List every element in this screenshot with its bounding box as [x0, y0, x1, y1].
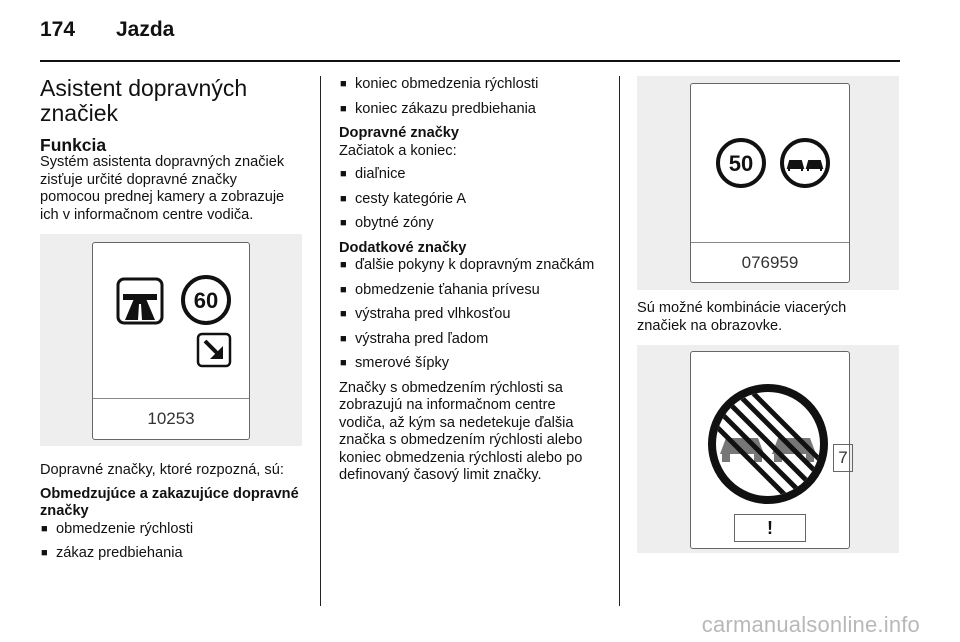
list-item: ■ obytné zóny: [339, 215, 605, 233]
combination-paragraph: Sú možné kombinácie viacerých značiek na obrazovke.: [637, 300, 847, 334]
recognized-intro: Dopravné značky, ktoré rozpozná, sú:: [40, 462, 284, 478]
list-item: ■ cesty kategórie A: [339, 191, 605, 209]
column-divider: [619, 76, 620, 606]
section-title-line1: Asistent dopravných: [40, 75, 248, 101]
end-of-no-overtaking-icon: [706, 382, 830, 506]
speed-limit-50-value: 50: [728, 151, 754, 176]
column-3: [637, 76, 899, 553]
subhead-funkcia: Funkcia: [40, 135, 107, 155]
list-item: ■ ďalšie pokyny k dopravným značkám: [339, 257, 605, 275]
group2-intro: Začiatok a koniec:: [339, 142, 457, 159]
watermark: carmanualsonline.info: [701, 612, 920, 637]
column-divider: [320, 76, 321, 606]
list-item: ■ diaľnice: [339, 166, 605, 184]
group1-list: [40, 521, 300, 563]
group1-title: Obmedzujúce a zakazujúce dopravné značky: [40, 485, 299, 519]
figure-code-076959: 076959: [691, 242, 849, 282]
section-title-line2: značiek: [40, 100, 118, 126]
speed-limit-50-icon: [715, 137, 767, 189]
chapter-title: Jazda: [116, 18, 175, 41]
warning-symbol: !: [767, 518, 773, 538]
list-item: ■ zákaz predbiehania: [40, 545, 300, 563]
display-board: [690, 351, 850, 549]
motorway-sign-icon: [115, 276, 165, 326]
group3-list: [339, 257, 605, 373]
speed-limit-60-value: 60: [193, 288, 219, 313]
list-item: ■ obmedzenie rýchlosti: [40, 521, 300, 539]
side-number-box: [833, 444, 853, 472]
list-item: ■ výstraha pred ľadom: [339, 331, 605, 349]
group3-title: Dodatkové značky: [339, 239, 467, 256]
list-item: ■ obmedzenie ťahania prívesu: [339, 282, 605, 300]
no-overtaking-icon: [779, 137, 831, 189]
group2-title: Dopravné značky: [339, 125, 460, 141]
header-rule: [40, 60, 900, 62]
closing-paragraph: Značky s obmedzením rýchlosti sa zobrazujú na informačnom centre vodiča, až kým sa nedetekuje ďalšia značka s obmedzením rýchlosti alebo koniec obmedzenia rýchlosti alebo po definovaný časový limit značky.: [339, 379, 583, 483]
column-2: [339, 76, 605, 485]
display-board: [690, 83, 850, 283]
list-item: ■ koniec zákazu predbiehania: [339, 101, 605, 119]
page-number: 174: [40, 18, 76, 41]
speed-limit-60-icon: [180, 274, 232, 326]
group1-list-cont: [339, 76, 605, 118]
display-board: [92, 242, 250, 440]
column-1: [40, 76, 300, 570]
figure-10253: [40, 234, 302, 446]
figure-end-restrictions: [637, 345, 899, 553]
figure-076959: [637, 76, 899, 290]
list-item: ■ výstraha pred vlhkosťou: [339, 306, 605, 324]
section-title: [40, 76, 300, 126]
arrow-down-right-icon: [196, 332, 232, 368]
group2-list: [339, 166, 605, 233]
warning-box: [734, 514, 806, 542]
intro-paragraph: Systém asistenta dopravných značiek zisťuje určité dopravné značky pomocou prednej kamery a zobrazuje ich v informačnom centre vodiča.: [40, 154, 285, 223]
side-number: 7: [838, 448, 848, 467]
list-item: ■ smerové šípky: [339, 355, 605, 373]
figure-code-10253: 10253: [93, 398, 249, 439]
list-item: ■ koniec obmedzenia rýchlosti: [339, 76, 605, 94]
